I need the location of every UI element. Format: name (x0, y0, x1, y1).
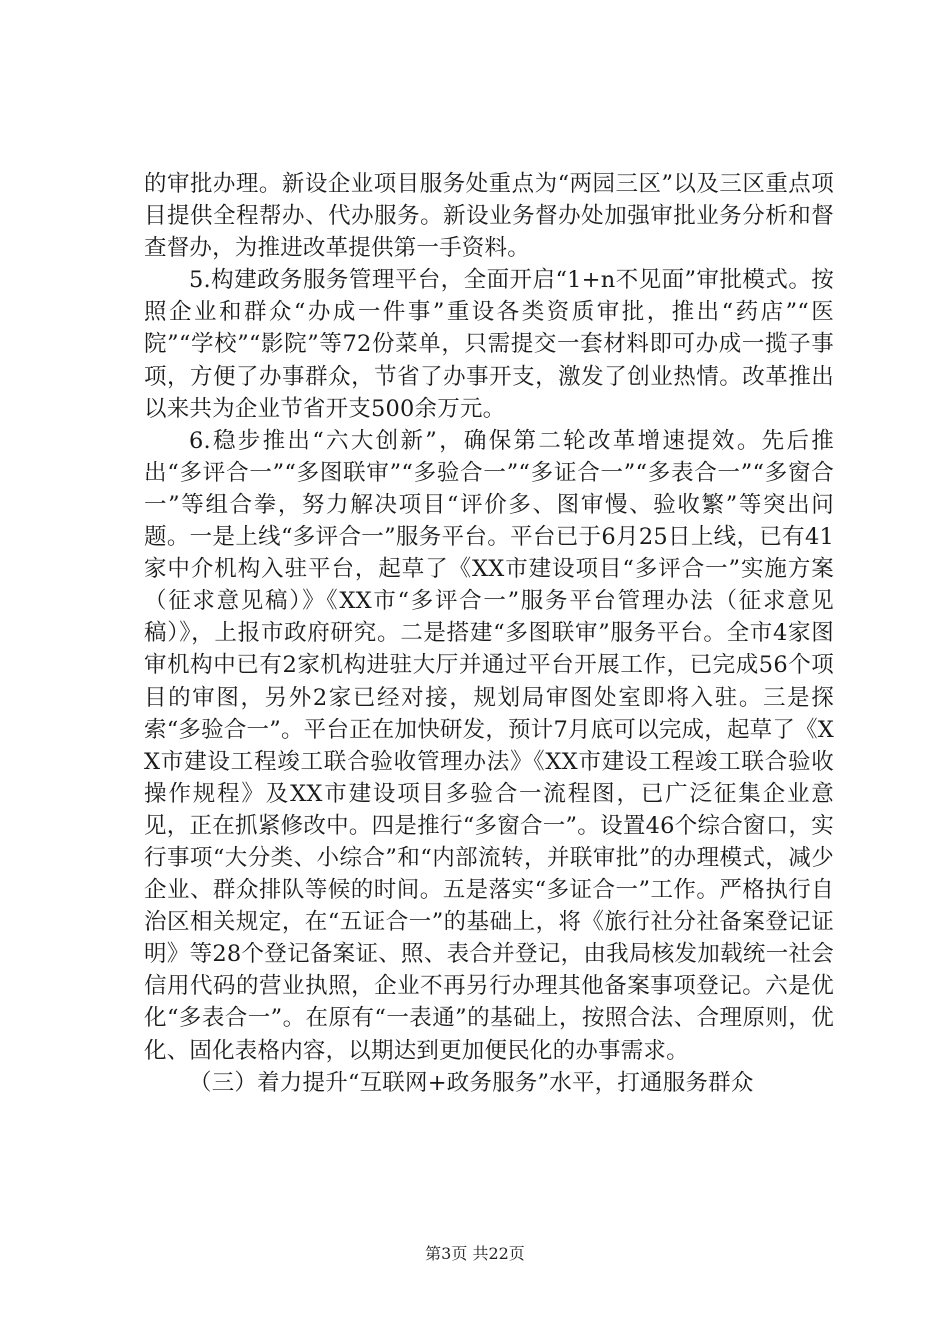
page-number-footer: 第3页 共22页 (425, 1244, 525, 1263)
paragraph-section-3-heading: （三）着力提升“互联网+政务服务”水平，打通服务群众 (189, 1069, 754, 1096)
paragraph-continuation: 的审批办理。新设企业项目服务处重点为“两园三区”以及三区重点项目提供全程帮办、代办服务。新设业务督办处加强审批业务分析和督查督办，为推进改革提供第一手资料。 (144, 171, 834, 262)
paragraph-item-6: 6.稳步推出“六大创新”，确保第二轮改革增速提效。先后推出“多评合一”“多图联审”“多验合一”“多证合一”“多表合一”“多窗合一”等组合拳，努力解决项目“评价多、图审慢、验收繁”等突出问题。一是上线“多评合一”服务平台。平台已于6月25日上线，已有41家中介机构入驻平台，起草了《XX市建设项目“多评合一”实施方案（征求意见稿）》《XX市“多评合一”服务平台管理办法（征求意见稿）》，上报市政府研究。二是搭建“多图联审”服务平台。全市4家图审机构中已有2家机构进驻大厅并通过平台开展工作，已完成56个项目的审图，另外2家已经对接，规划局审图处室即将入驻。三是探索“多验合一”。平台正在加快研发，预计7月底可以完成，起草了《XX市建设工程竣工联合验收管理办法》《XX市建设工程竣工联合验收操作规程》及XX市建设项目多验合一流程图，已广泛征集企业意见，正在抓紧修改中。四是推行“多窗合一”。设置46个综合窗口，实行事项“大分类、小综合”和“内部流转，并联审批”的办理模式，减少企业、群众排队等候的时间。五是落实“多证合一”工作。严格执行自治区相关规定，在“五证合一”的基础上，将《旅行社分社备案登记证明》等28个登记备案证、照、表合并登记，由我局核发加载统一社会信用代码的营业执照，企业不再另行办理其他备案事项登记。六是优化“多表合一”。在原有“一表通”的基础上，按照合法、合理原则，优化、固化表格内容，以期达到更加便民化的办事需求。 (144, 427, 834, 1064)
paragraph-item-5: 5.构建政务服务管理平台，全面开启“1+n不见面”审批模式。按照企业和群众“办成一件事”重设各类资质审批，推出“药店”“医院”“学校”“影院”等72份菜单，只需提交一套材料即可办成一揽子事项，方便了办事群众，节省了办事开支，激发了创业热情。改革推出以来共为企业节省开支500余万元。 (144, 267, 834, 422)
document-body (144, 168, 834, 1099)
